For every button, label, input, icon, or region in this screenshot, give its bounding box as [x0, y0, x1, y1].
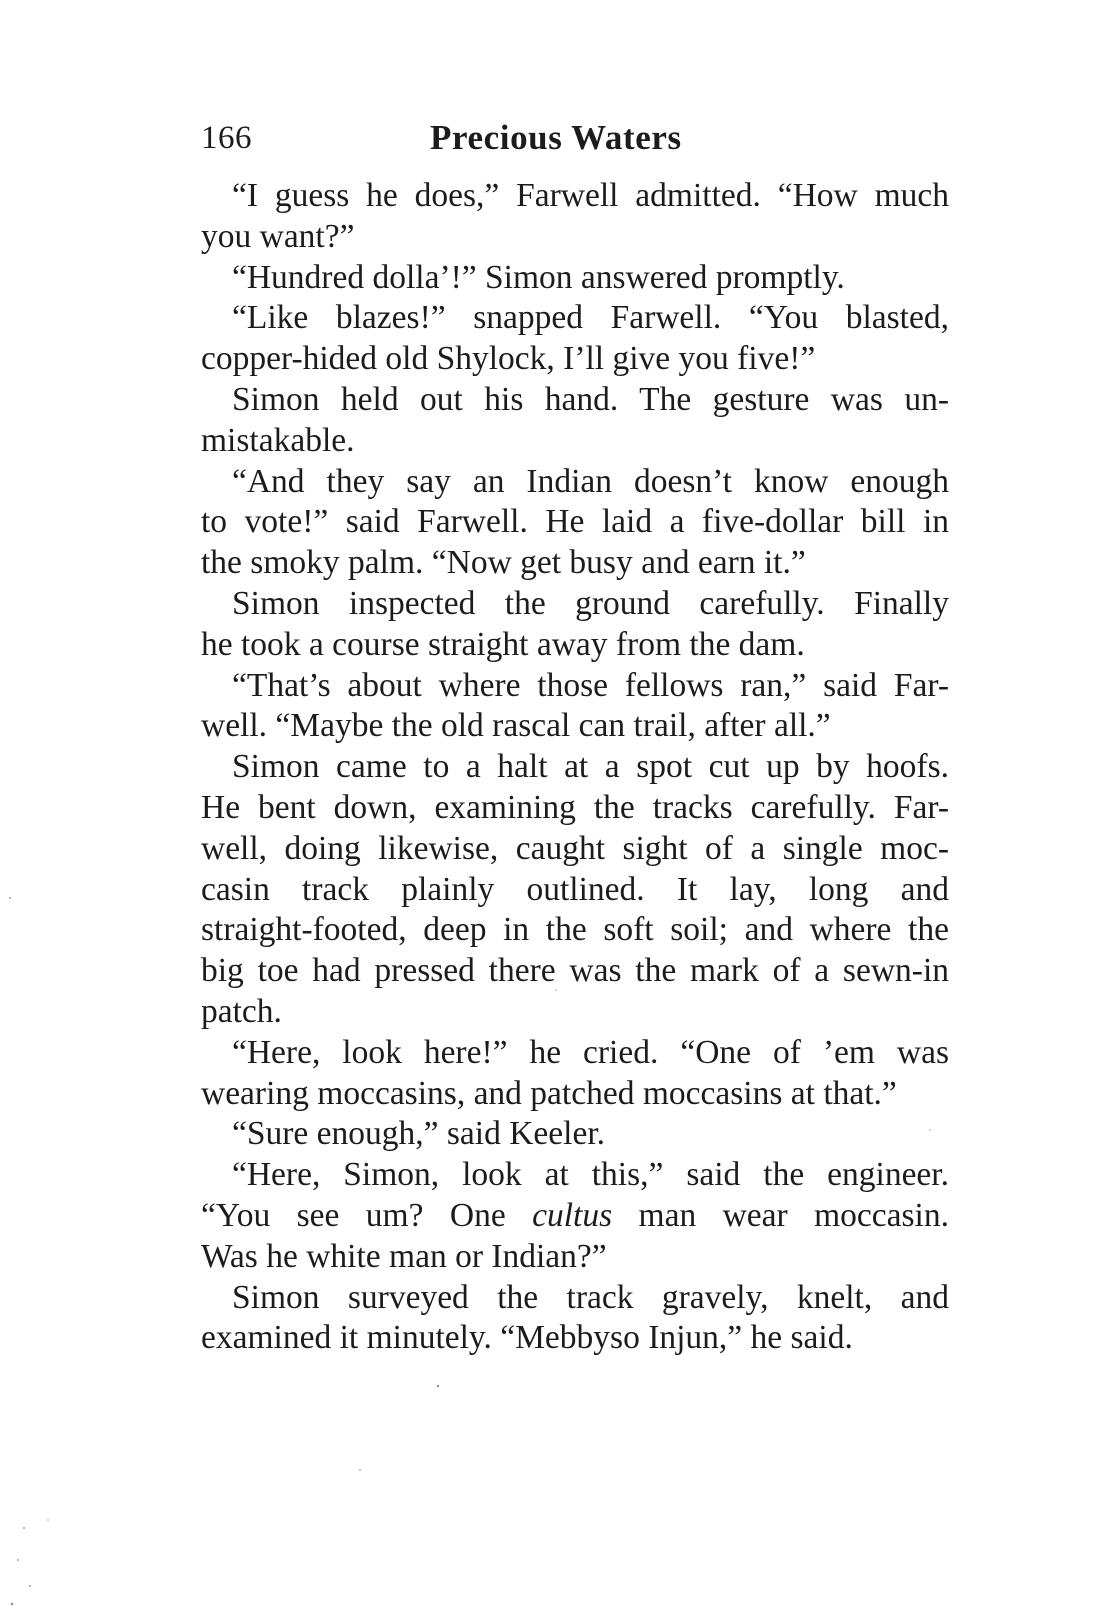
text-line: well. “Maybe the old rascal can trail, after all.” [201, 707, 831, 745]
text-line: you want?” [201, 217, 355, 255]
body-text [201, 176, 949, 1359]
text-line: the smoky palm. “Now get busy and earn it.” [201, 544, 806, 582]
text-line: mistakable. [201, 421, 355, 459]
text-line: “Sure enough,” said Keeler. [232, 1115, 606, 1153]
text-line-mixed [201, 1196, 949, 1237]
text-line: examined it minutely. “Mebbyso Injun,” he said. [201, 1319, 853, 1357]
paragraph [201, 666, 949, 748]
text-line: to vote!” said Farwell. He laid a five-dollar bill in [201, 503, 949, 541]
paragraph [201, 747, 949, 1033]
text-line: Simon inspected the ground carefully. Finally [232, 584, 949, 622]
running-head [201, 118, 949, 166]
paragraph [201, 380, 949, 462]
paragraph [201, 258, 949, 299]
text-fragment: man wear moccasin. [612, 1196, 949, 1234]
text-line: patch. [201, 992, 282, 1030]
paragraph [201, 462, 949, 584]
paragraph [201, 1033, 949, 1115]
text-line: Simon held out his hand. The gesture was un- [232, 380, 949, 418]
text-line: “Here, Simon, look at this,” said the engineer. [232, 1156, 949, 1194]
text-line: He bent down, examining the tracks carefully. Far- [201, 788, 949, 826]
text-line: casin track plainly outlined. It lay, long and [201, 870, 949, 908]
text-line: “Like blazes!” snapped Farwell. “You blasted, [232, 299, 949, 337]
text-line: copper-hided old Shylock, I’ll give you five!” [201, 340, 816, 378]
text-line: “Hundred dolla’!” Simon answered promptly. [232, 258, 845, 296]
paragraph [201, 298, 949, 380]
paragraph [201, 1278, 949, 1360]
text-line: “And they say an Indian doesn’t know enough [232, 462, 949, 500]
paragraph [201, 1155, 949, 1277]
text-line: he took a course straight away from the dam. [201, 625, 805, 663]
italic-word: cultus [532, 1196, 613, 1234]
text-line: “That’s about where those fellows ran,” said Far- [232, 666, 949, 704]
page-number: 166 [201, 120, 252, 156]
text-line: big toe had pressed there was the mark of a sewn-in [201, 952, 949, 990]
running-title: Precious Waters [430, 118, 682, 157]
text-line: well, doing likewise, caught sight of a single moc- [201, 829, 949, 867]
paragraph [201, 176, 949, 258]
paragraph [201, 1114, 949, 1155]
text-line: Simon surveyed the track gravely, knelt, and [232, 1278, 949, 1316]
text-line: Was he white man or Indian?” [201, 1237, 607, 1275]
paragraph [201, 584, 949, 666]
text-fragment: “You see um? One [201, 1196, 533, 1234]
text-line: “Here, look here!” he cried. “One of ’em was [232, 1033, 949, 1071]
text-line: wearing moccasins, and patched moccasins at that.” [201, 1074, 897, 1112]
text-line: Simon came to a halt at a spot cut up by hoofs. [232, 748, 949, 786]
text-line: “I guess he does,” Farwell admitted. “How much [232, 177, 949, 214]
text-line: straight-footed, deep in the soft soil; and where the [201, 911, 949, 949]
